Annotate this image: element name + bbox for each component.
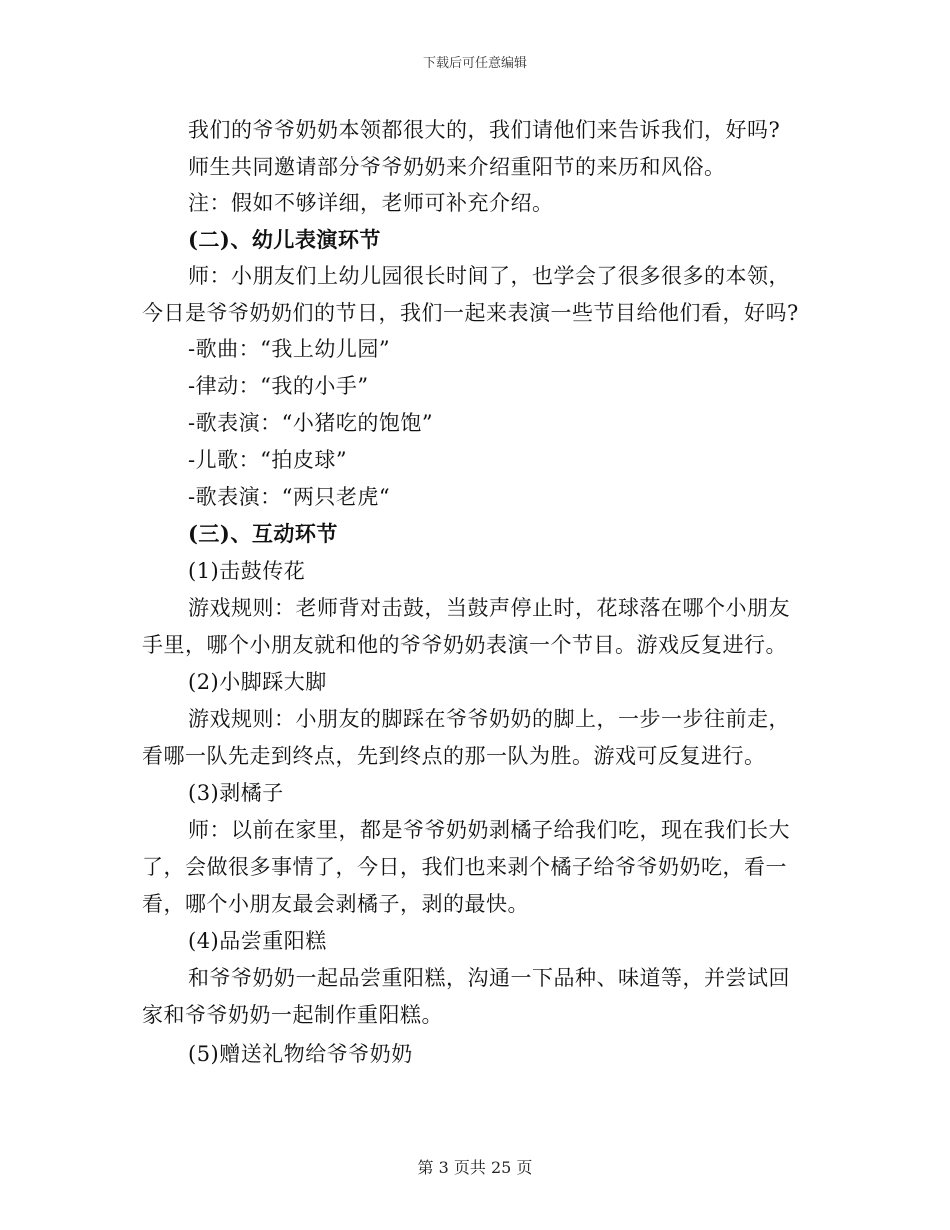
paragraph-line: (3)剥橘子 — [188, 781, 284, 805]
paragraph-line: -儿歌：“拍皮球” — [188, 448, 348, 472]
paragraph-line: 今日是爷爷奶奶们的节日，我们一起来表演一些节目给他们看，好吗? — [142, 301, 799, 325]
paragraph-line: -律动：“我的小手” — [188, 374, 369, 398]
paragraph-line: -歌表演：“小猪吃的饱饱” — [188, 411, 434, 435]
section-heading: (三)、互动环节 — [188, 521, 338, 546]
paragraph-line: (4)品尝重阳糕 — [188, 929, 327, 953]
paragraph-line: 我们的爷爷奶奶本领都很大的，我们请他们来告诉我们，好吗? — [188, 118, 781, 142]
paragraph-line: 和爷爷奶奶一起品尝重阳糕，沟通一下品种、味道等，并尝试回 — [188, 966, 790, 990]
paragraph-line: 看哪一队先走到终点，先到终点的那一队为胜。游戏可反复进行。 — [142, 744, 766, 768]
paragraph-line: 手里，哪个小朋友就和他的爷爷奶奶表演一个节目。游戏反复进行。 — [142, 633, 787, 657]
paragraph-line: 看，哪个小朋友最会剥橘子，剥的最快。 — [142, 892, 529, 916]
paragraph-line: -歌表演：“两只老虎“ — [188, 485, 391, 509]
paragraph-line: 游戏规则：老师背对击鼓，当鼓声停止时，花球落在哪个小朋友 — [188, 596, 790, 620]
paragraph-line: (5)赠送礼物给爷爷奶奶 — [188, 1042, 413, 1066]
paragraph-line: 了，会做很多事情了，今日，我们也来剥个橘子给爷爷奶奶吃，看一 — [142, 855, 787, 879]
paragraph-line: 注：假如不够详细，老师可补充介绍。 — [188, 191, 554, 215]
paragraph-line: 师：以前在家里，都是爷爷奶奶剥橘子给我们吃，现在我们长大 — [188, 818, 790, 842]
paragraph-line: 游戏规则：小朋友的脚踩在爷爷奶奶的脚上，一步一步往前走， — [188, 707, 790, 731]
paragraph-line: -歌曲：“我上幼儿园” — [188, 337, 391, 361]
page-header: 下载后可任意编辑 — [422, 56, 527, 71]
paragraph-line: 师生共同邀请部分爷爷奶奶来介绍重阳节的来历和风俗。 — [188, 155, 726, 179]
page-footer: 第 3 页共 25 页 — [417, 1158, 533, 1177]
paragraph-line: (2)小脚踩大脚 — [188, 670, 327, 694]
paragraph-line: (1)击鼓传花 — [188, 559, 306, 583]
paragraph-line: 师：小朋友们上幼儿园很长时间了，也学会了很多很多的本领， — [188, 264, 790, 288]
section-heading: (二)、幼儿表演环节 — [188, 227, 381, 252]
paragraph-line: 家和爷爷奶奶一起制作重阳糕。 — [142, 1003, 443, 1027]
